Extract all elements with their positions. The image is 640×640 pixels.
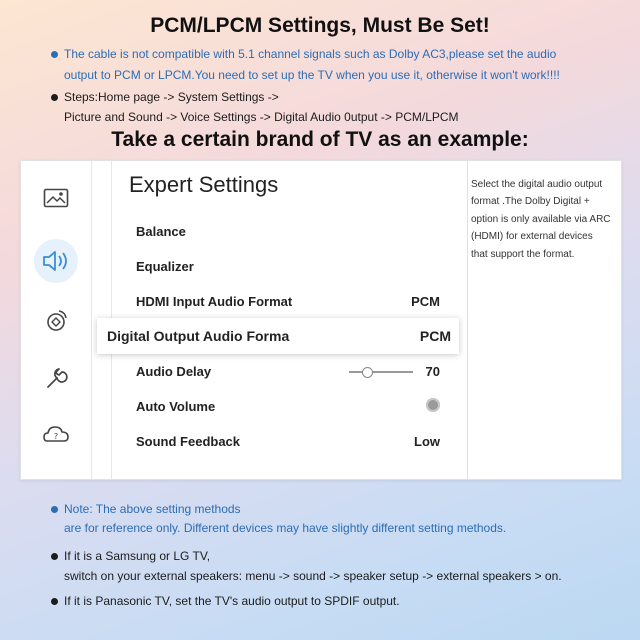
page-title: PCM/LPCM Settings, Must Be Set! (150, 14, 490, 37)
setting-row-digital-output-audio-format[interactable] (97, 318, 459, 354)
auto-volume-toggle[interactable] (426, 398, 440, 412)
footer-note-line1: Note: The above setting methods (64, 502, 241, 516)
footer-panasonic-line: If it is Panasonic TV, set the TV's audio output to SPDIF output. (64, 594, 400, 608)
cable-note-line1: The cable is not compatible with 5.1 channel signals such as Dolby AC3,please set the audio (64, 47, 557, 61)
sidebar-broadcast[interactable] (34, 299, 78, 343)
sidebar-general[interactable] (34, 357, 78, 401)
sound-icon (41, 249, 71, 273)
setting-label: HDMI Input Audio Format (136, 294, 293, 309)
setting-label: Balance (136, 224, 186, 239)
setting-value: 70 (425, 364, 440, 379)
setting-label: Digital Output Audio Forma (107, 328, 290, 344)
setting-row-auto-volume[interactable] (116, 389, 458, 423)
bullet-dot (51, 51, 58, 58)
setting-label: Sound Feedback (136, 434, 241, 449)
setting-row-hdmi-input-audio-format[interactable] (116, 284, 458, 318)
example-heading: Take a certain brand of TV as an example: (111, 128, 529, 151)
bullet-dot (51, 553, 58, 560)
settings-heading: Expert Settings (129, 172, 279, 197)
setting-label: Audio Delay (136, 364, 212, 379)
steps-line2: Picture and Sound -> Voice Settings -> Digital Audio 0utput -> PCM/LPCM (64, 110, 459, 124)
help-description: Select the digital audio output format .The Dolby Digital + option is only available via ARC (HDMI) for external devices that support the format. (471, 179, 611, 260)
bullet-dot (51, 506, 58, 513)
audio-delay-slider[interactable] (349, 371, 413, 373)
picture-icon (43, 188, 69, 210)
footer-samsung-line2: switch on your external speakers: menu -> sound -> speaker setup -> external speakers > on. (64, 569, 562, 583)
sidebar-sound[interactable] (34, 239, 78, 283)
setting-value: Low (414, 434, 440, 449)
footer-note-line2: are for reference only. Different devices may have slightly different setting methods. (64, 521, 507, 535)
help-divider (467, 161, 468, 479)
sidebar-picture[interactable] (34, 177, 78, 221)
setting-label: Auto Volume (136, 399, 216, 414)
cable-note-line2: output to PCM or LPCM.You need to set up the TV when you use it, otherwise it won't work!!!! (64, 68, 560, 82)
setting-value: PCM (419, 328, 451, 344)
svg-text:?: ? (53, 432, 59, 441)
bullet-dot (51, 94, 58, 101)
support-icon (42, 424, 70, 448)
setting-row-audio-delay[interactable] (116, 354, 458, 388)
setting-row-equalizer[interactable] (116, 249, 458, 283)
audio-delay-slider-knob[interactable] (362, 367, 373, 378)
bullet-dot (51, 598, 58, 605)
tv-settings-panel (20, 160, 622, 480)
footer-samsung-line1: If it is a Samsung or LG TV, (64, 549, 211, 563)
sidebar-support[interactable] (34, 414, 78, 458)
steps-line1: Steps:Home page -> System Settings -> (64, 90, 279, 104)
setting-row-sound-feedback[interactable] (116, 424, 458, 458)
tv-sidebar (21, 161, 92, 479)
setting-label: Equalizer (136, 259, 194, 274)
setting-value: PCM (411, 294, 440, 309)
setting-row-balance[interactable] (116, 214, 458, 248)
wrench-icon (43, 366, 69, 392)
broadcast-icon (43, 308, 69, 334)
